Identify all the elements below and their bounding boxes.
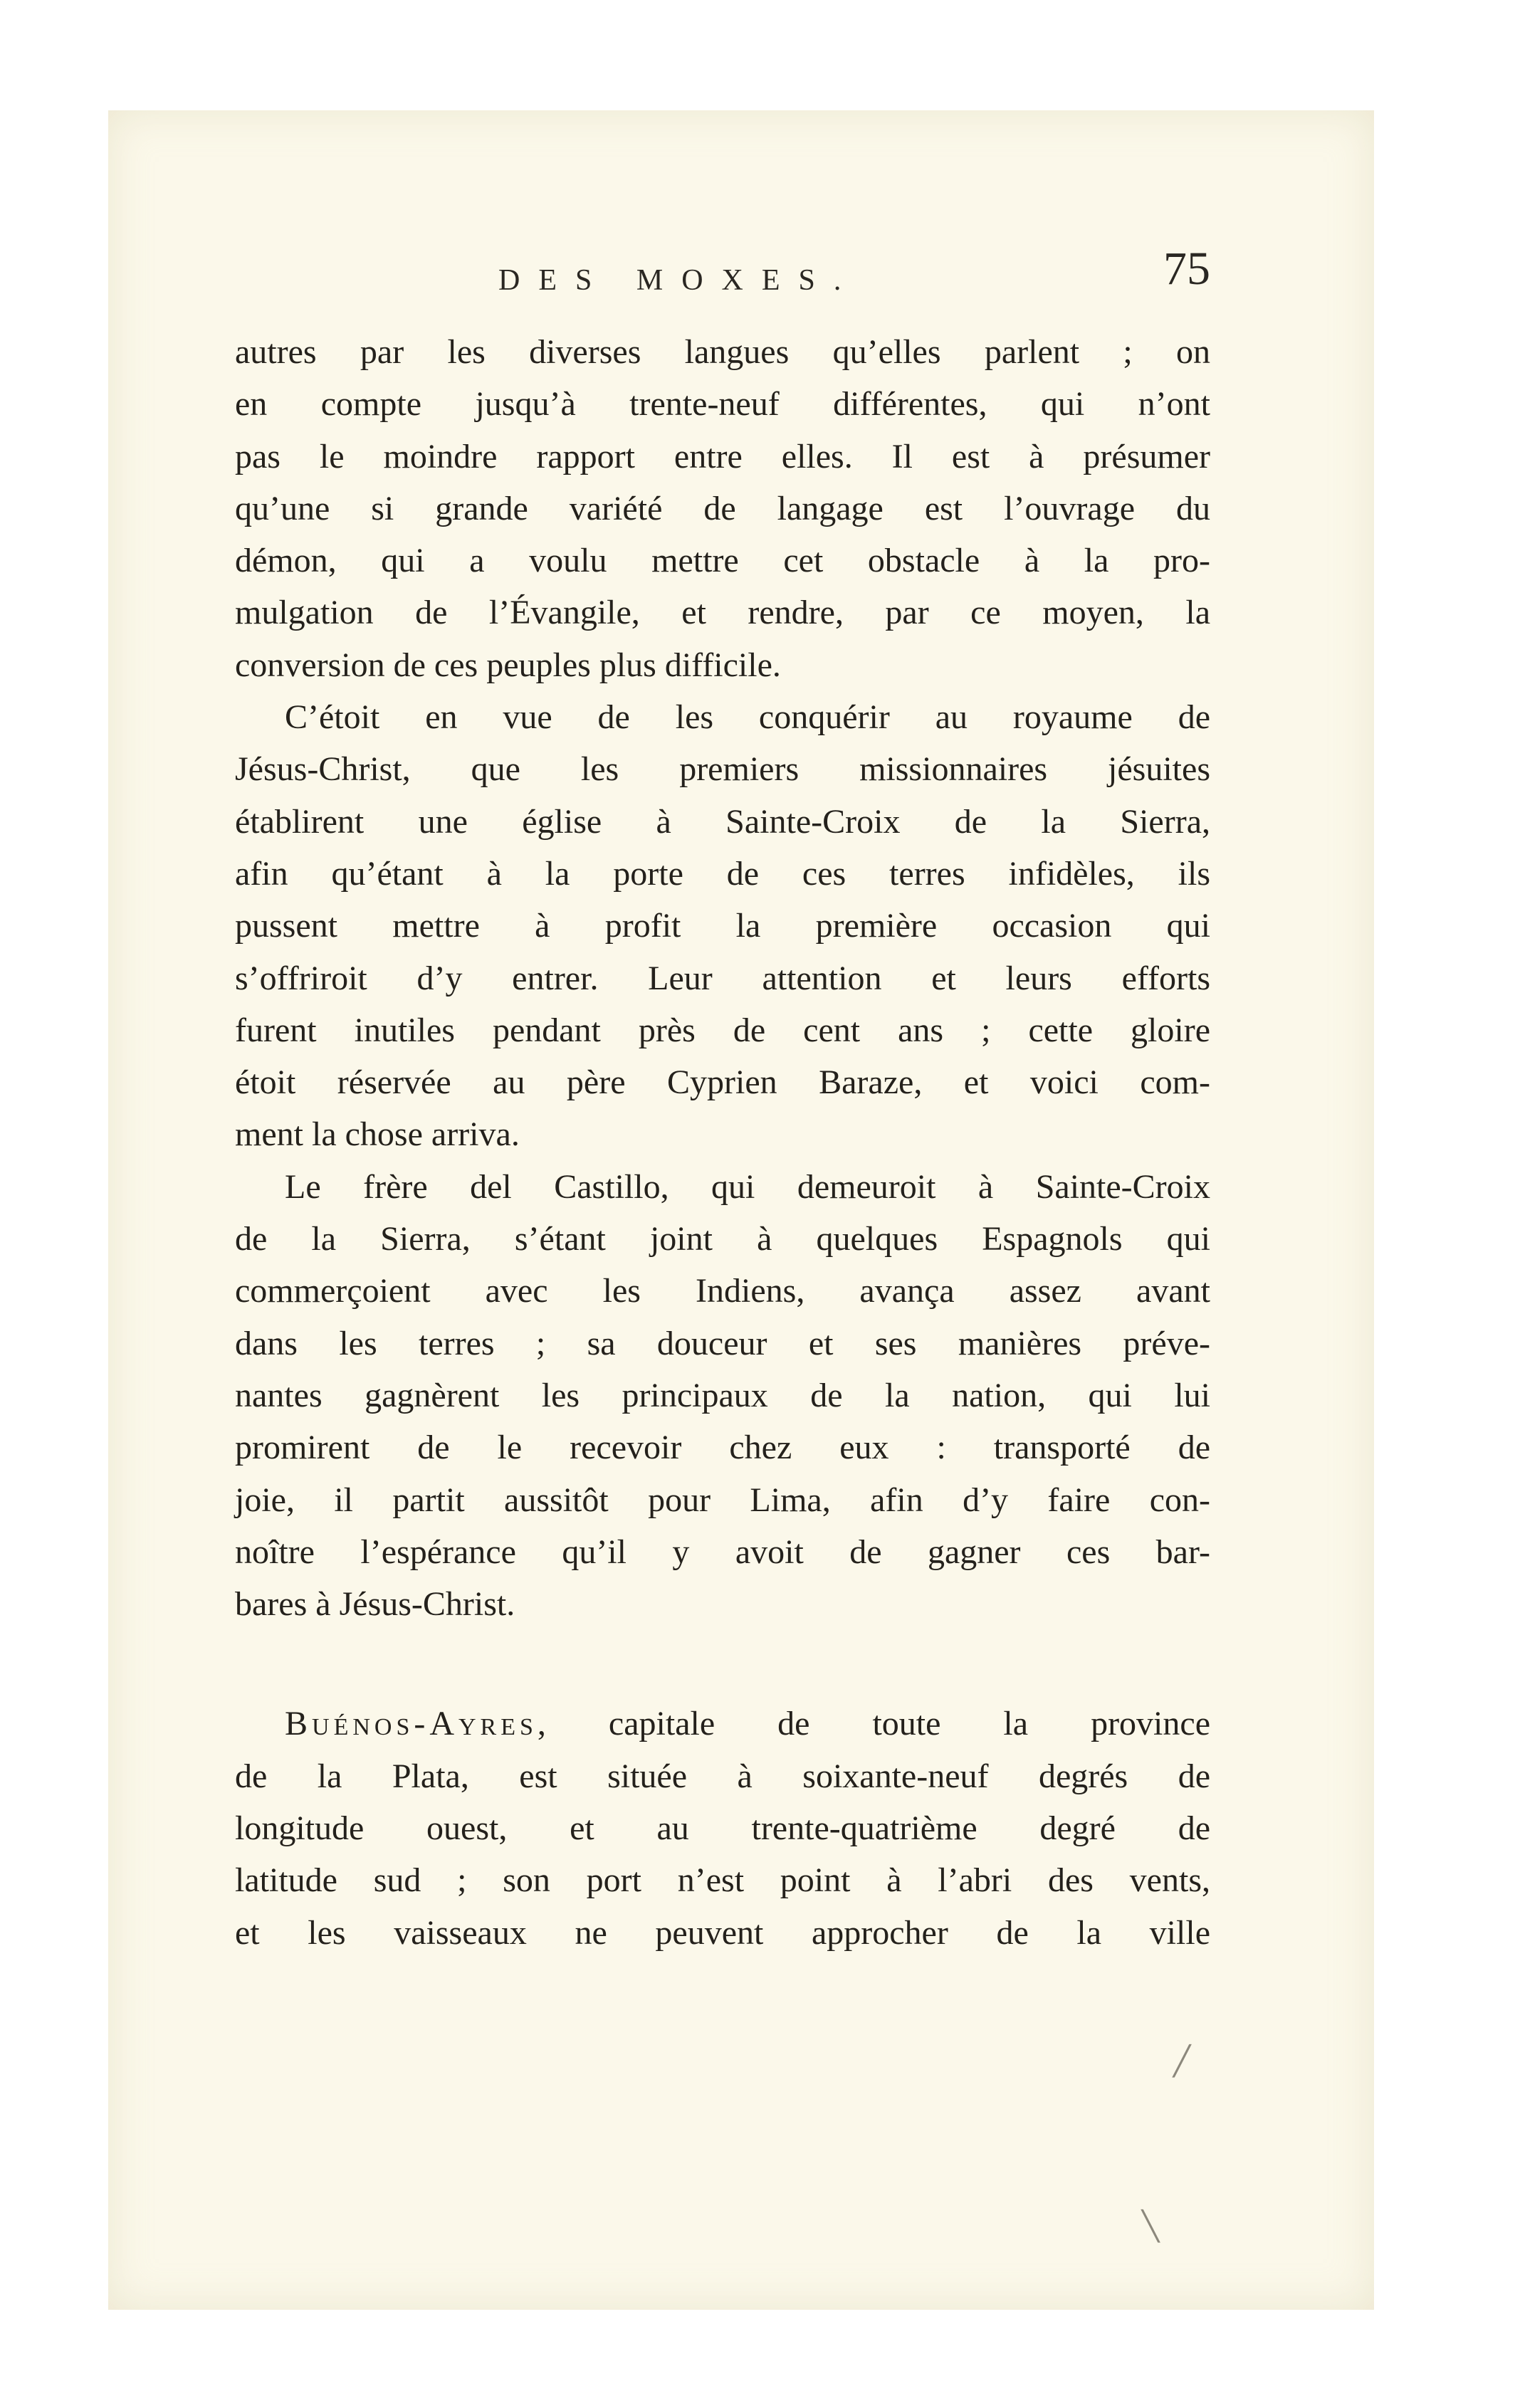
heading-continuation: , capitale de toute la province [537,1705,1210,1743]
text-line: bares à Jésus-Christ. [235,1585,515,1624]
text-line: conversion de ces peuples plus difficile. [235,646,781,684]
page-header [235,242,1210,306]
text-line: qu’une si grande variété de langage est l’ouvrage du [235,489,1210,527]
page-body [235,326,1210,1959]
text-line: mulgation de l’Évangile, et rendre, par ce moyen, la [235,594,1210,632]
text-line: C’étoit en vue de les conquérir au royaume de [285,698,1210,737]
text-line: longitude ouest, et au trente-quatrième degré de [235,1809,1210,1848]
text-line: de la Sierra, s’étant joint à quelques Espagnols qui [235,1220,1210,1258]
text-line: dans les terres ; sa douceur et ses manières préve- [235,1324,1210,1362]
text-line: étoit réservée au père Cyprien Baraze, et voici com- [235,1063,1210,1102]
running-head: DES MOXES. [498,264,860,297]
section-heading: Buénos-Ayres [285,1705,538,1743]
text-line: promirent de le recevoir chez eux : transporté de [235,1429,1210,1467]
text-line: de la Plata, est située à soixante-neuf degrés de [235,1757,1210,1795]
text-line: furent inutiles pendant près de cent ans ; cette gloire [235,1011,1210,1049]
stray-mark: ╲ [1142,2210,1160,2242]
text-line: s’offriroit d’y entrer. Leur attention et leurs efforts [235,959,1210,997]
stray-mark: ╱ [1173,2045,1191,2077]
text-line: pas le moindre rapport entre elles. Il est à présumer [235,437,1210,475]
page-number: 75 [1163,243,1210,295]
text-line: pussent mettre à profit la première occasion qui [235,907,1210,945]
text-line: latitude sud ; son port n’est point à l’abri des vents, [235,1861,1210,1900]
text-line: démon, qui a voulu mettre cet obstacle à la pro- [235,542,1210,580]
text-line [235,1698,1210,1750]
text-line: établirent une église à Sainte-Croix de la Sierra, [235,802,1210,841]
text-line: nantes gagnèrent les principaux de la nation, qui lui [235,1376,1210,1414]
text-line: Jésus-Christ, que les premiers missionnaires jésuites [235,750,1210,789]
text-line: commerçoient avec les Indiens, avança assez avant [235,1272,1210,1310]
text-line: autres par les diverses langues qu’elles parlent ; on [235,333,1210,371]
text-line: et les vaisseaux ne peuvent approcher de la ville [235,1913,1210,1952]
text-line: joie, il partit aussitôt pour Lima, afin d’y faire con- [235,1481,1210,1519]
text-line: en compte jusqu’à trente-neuf différentes, qui n’ont [235,385,1210,424]
text-line: noître l’espérance qu’il y avoit de gagner ces bar- [235,1532,1210,1571]
text-line: afin qu’étant à la porte de ces terres infidèles, ils [235,854,1210,893]
text-line: ment la chose arriva. [235,1115,520,1154]
section-gap [235,1630,1210,1698]
text-line: Le frère del Castillo, qui demeuroit à Sainte-Croix [285,1167,1210,1206]
